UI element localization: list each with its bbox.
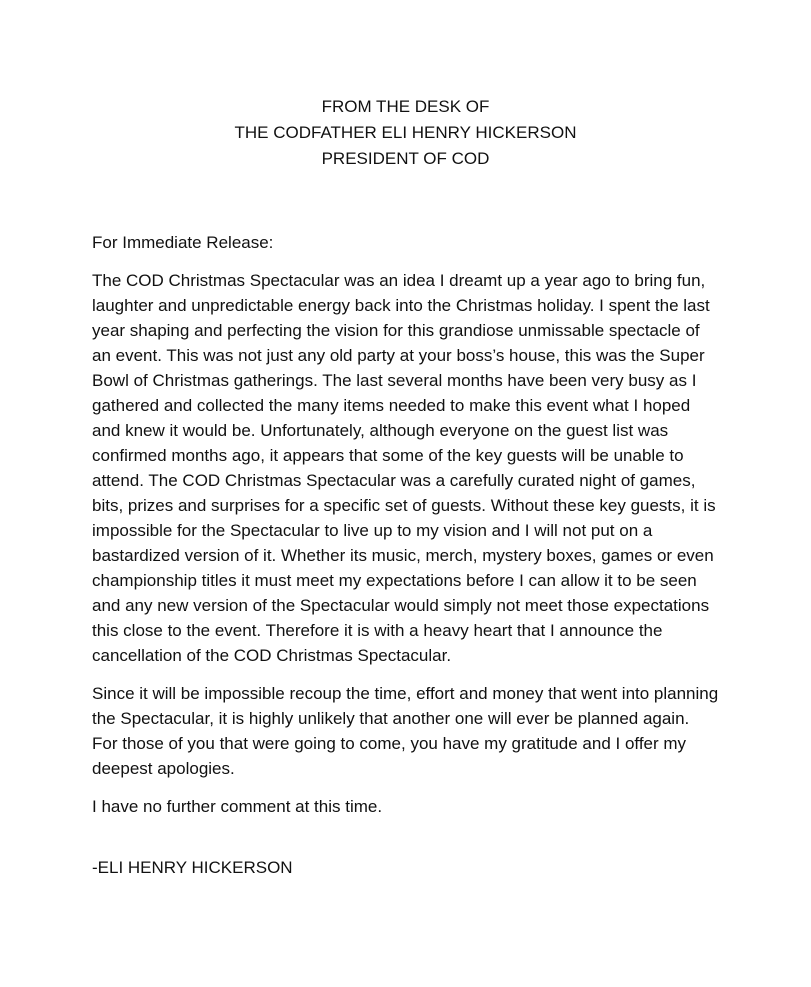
letterhead-line-2: THE CODFATHER ELI HENRY HICKERSON <box>234 123 577 142</box>
body-paragraph-2: Since it will be impossible recoup the time, effort and money that went into planning the Spectacular, it is highly unlikely that another one will ever be planned again. For those of you that were going to come, you have my gratitude and I offer my deepest apologies. <box>92 684 719 778</box>
body-paragraph-3: I have no further comment at this time. <box>92 797 383 816</box>
body-paragraph-1: The COD Christmas Spectacular was an idea I dreamt up a year ago to bring fun, laughter and unpredictable energy back into the Christmas holiday. I spent the last year shaping and perfecting the vision for this grandiose unmissable spectacle of an event. This was not just any old party at your boss’s house, this was the Super Bowl of Christmas gatherings. The last several months have been very busy as I gathered and collected the many items needed to make this event what I hoped and knew it would be. Unfortunately, although everyone on the guest list was confirmed months ago, it appears that some of the key guests will be unable to attend. The COD Christmas Spectacular was a carefully curated night of games, bits, prizes and surprises for a specific set of guests. Without these key guests, it is impossible for the Spectacular to live up to my vision and I will not put on a bastardized version of it. Whether its music, merch, mystery boxes, games or even championship titles it must meet my expectations before I can allow it to be seen and any new version of the Spectacular would simply not meet those expectations this close to the event. Therefore it is with a heavy heart that I announce the cancellation of the COD Christmas Spectacular. <box>92 271 716 665</box>
salutation: For Immediate Release: <box>92 233 274 252</box>
letterhead-line-3: PRESIDENT OF COD <box>321 149 490 168</box>
letterhead-line-1: FROM THE DESK OF <box>321 97 490 116</box>
letterhead <box>92 94 719 172</box>
signature: -ELI HENRY HICKERSON <box>92 858 293 877</box>
